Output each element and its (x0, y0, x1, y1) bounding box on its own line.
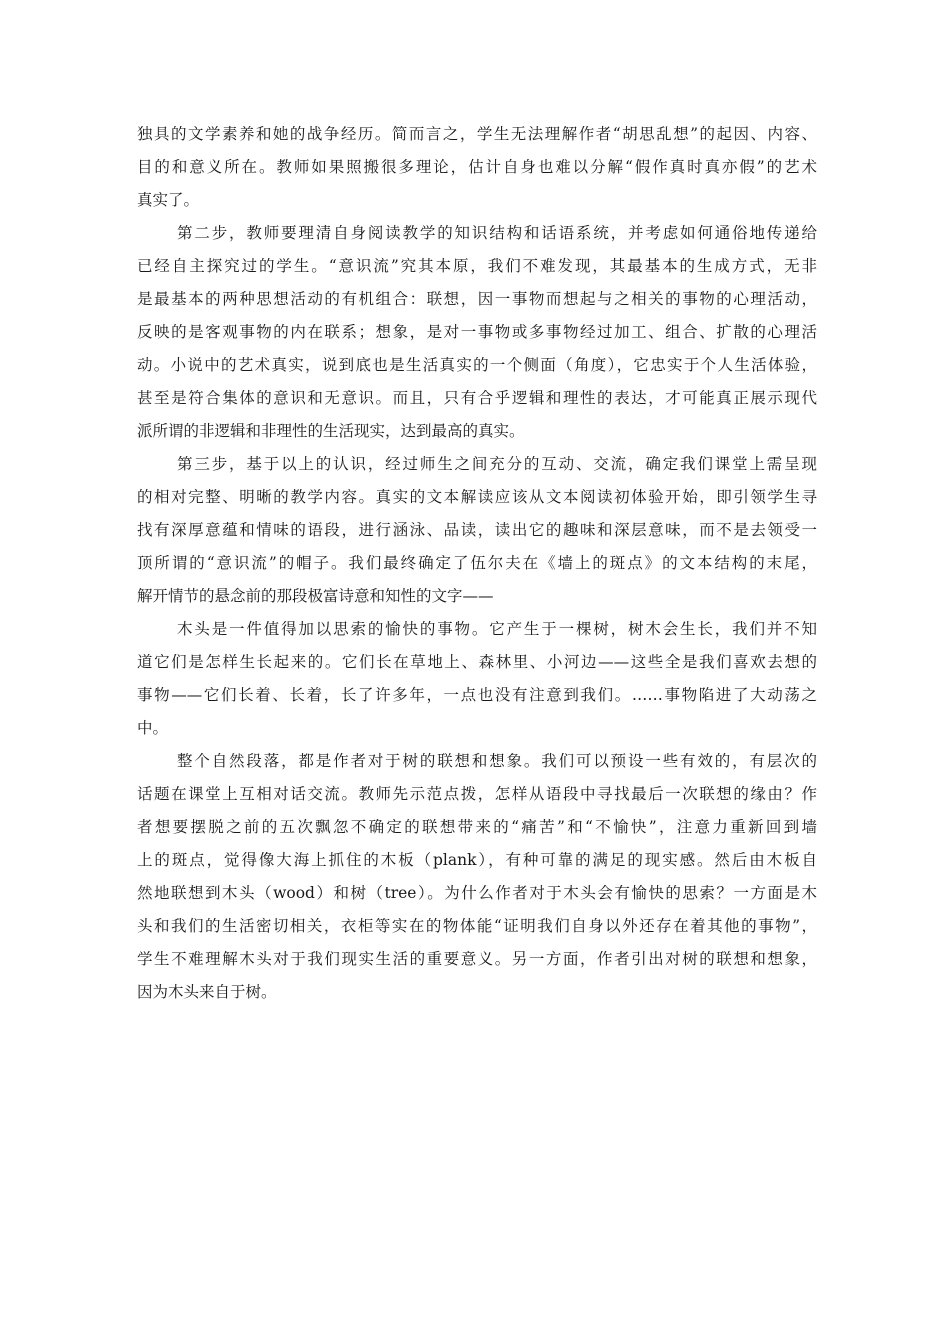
text-line: 事物——它们长着、长着，长了许多年，一点也没有注意到我们。……事物陷进了大动荡之 (137, 686, 817, 704)
text-line: 然地联想到木头（wood）和树（tree）。为什么作者对于木头会有愉快的思索？一方面是木 (137, 884, 817, 902)
text-line: 上的斑点，觉得像大海上抓住的木板（plank），有种可靠的满足的现实感。然后由木板自 (137, 851, 817, 869)
text-line: 道它们是怎样生长起来的。它们长在草地上、森林里、小河边——这些全是我们喜欢去想的 (137, 653, 817, 671)
text-line: 已经自主探究过的学生。“意识流”究其本原，我们不难发现，其最基本的生成方式，无非 (137, 257, 817, 275)
text-line: 者想要摆脱之前的五次飘忽不确定的联想带来的“痛苦”和“不愉快”，注意力重新回到墙 (137, 818, 817, 836)
text-line: 动。小说中的艺术真实，说到底也是生活真实的一个侧面（角度），它忠实于个人生活体验， (137, 356, 817, 374)
text-line: 独具的文学素养和她的战争经历。简而言之，学生无法理解作者“胡思乱想”的起因、内容、 (137, 125, 817, 143)
text-line: 是最基本的两种思想活动的有机组合：联想，因一事物而想起与之相关的事物的心理活动， (137, 290, 817, 308)
text-line: 找有深厚意蕴和情味的语段，进行涵泳、品读，读出它的趣味和深层意味，而不是去领受一 (137, 521, 817, 539)
text-line: 真实了。 (137, 191, 200, 209)
text-line: 因为木头来自于树。 (137, 983, 277, 1001)
text-line: 目的和意义所在。教师如果照搬很多理论，估计自身也难以分解“假作真时真亦假”的艺术 (137, 158, 817, 176)
paragraph (137, 745, 817, 1009)
text-line: 甚至是符合集体的意识和无意识。而且，只有合乎逻辑和理性的表达，才可能真正展示现代 (137, 389, 817, 407)
quoted-paragraph (137, 613, 817, 745)
text-line: 顶所谓的“意识流”的帽子。我们最终确定了伍尔夫在《墙上的斑点》的文本结构的末尾， (137, 554, 817, 572)
text-line: 第三步，基于以上的认识，经过师生之间充分的互动、交流，确定我们课堂上需呈现 (177, 455, 817, 473)
text-line: 整个自然段落，都是作者对于树的联想和想象。我们可以预设一些有效的，有层次的 (177, 752, 817, 770)
body-text (137, 118, 817, 1009)
text-line: 话题在课堂上互相对话交流。教师先示范点拨，怎样从语段中寻找最后一次联想的缘由？作 (137, 785, 817, 803)
paragraph (137, 448, 817, 613)
text-line: 中。 (137, 719, 169, 737)
text-line: 派所谓的非逻辑和非理性的生活现实，达到最高的真实。 (137, 422, 525, 440)
text-line: 学生不难理解木头对于我们现实生活的重要意义。另一方面，作者引出对树的联想和想象， (137, 950, 817, 968)
text-line: 第二步，教师要理清自身阅读教学的知识结构和话语系统，并考虑如何通俗地传递给 (177, 224, 817, 242)
text-line: 反映的是客观事物的内在联系；想象，是对一事物或多事物经过加工、组合、扩散的心理活 (137, 323, 817, 341)
text-line: 头和我们的生活密切相关，衣柜等实在的物体能“证明我们自身以外还存在着其他的事物”， (137, 917, 817, 935)
text-line: 的相对完整、明晰的教学内容。真实的文本解读应该从文本阅读初体验开始，即引领学生寻 (137, 488, 817, 506)
paragraph (137, 217, 817, 448)
text-line: 木头是一件值得加以思索的愉快的事物。它产生于一棵树，树木会生长，我们并不知 (177, 620, 817, 638)
text-line: 解开情节的悬念前的那段极富诗意和知性的文字—— (137, 587, 494, 605)
paragraph (137, 118, 817, 217)
